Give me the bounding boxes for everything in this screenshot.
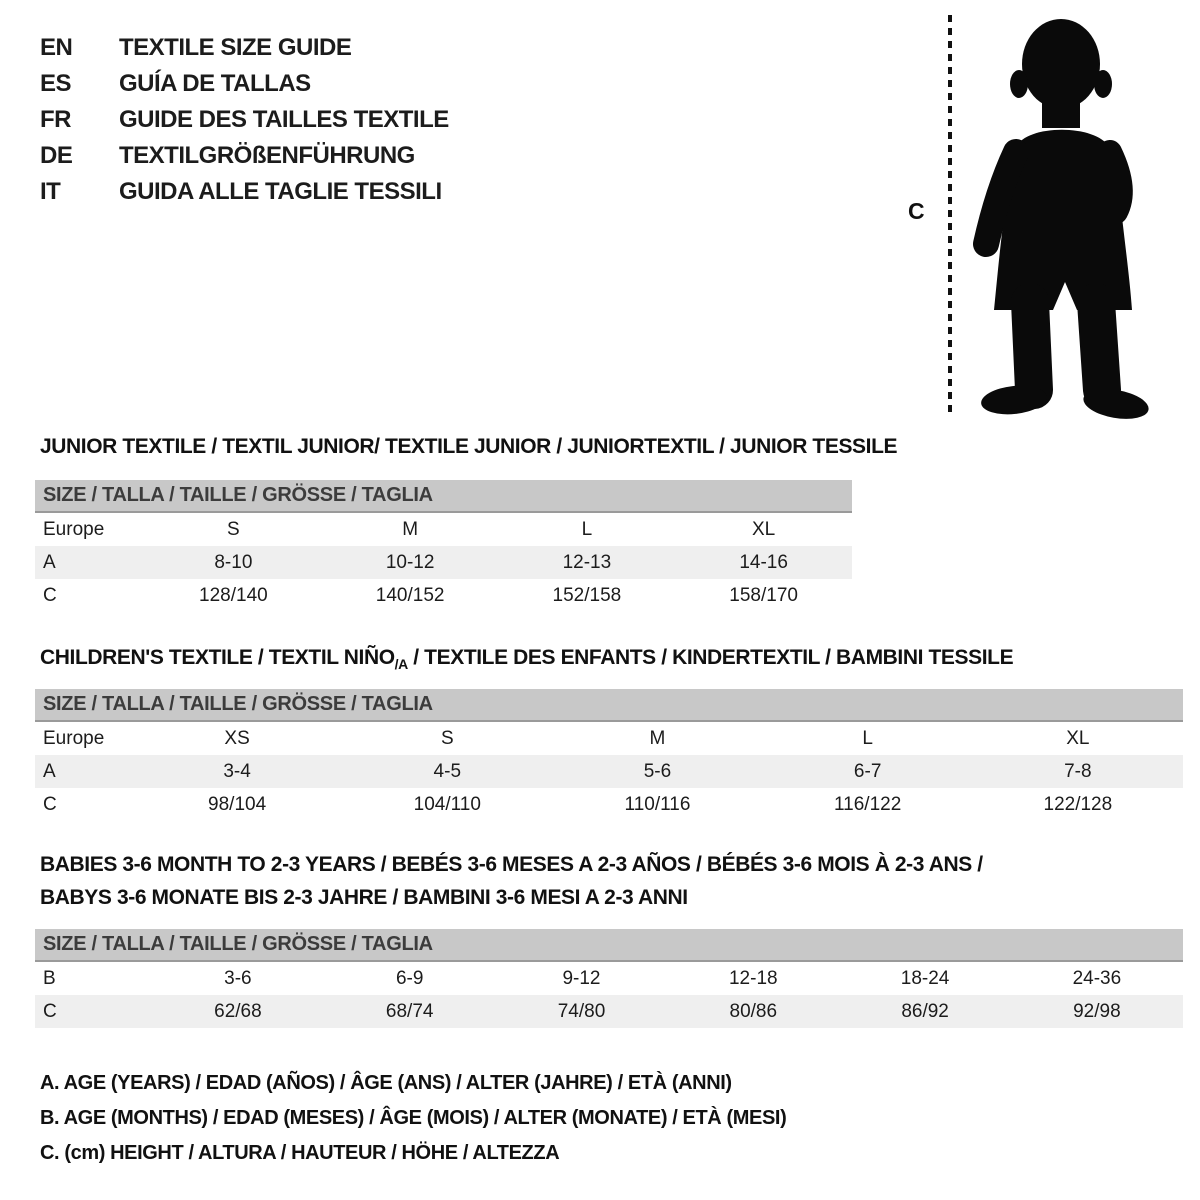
row-label: C: [43, 793, 57, 815]
age-cell: 9-12: [562, 967, 601, 989]
lang-title-it: GUIDA ALLE TAGLIE TESSILI: [119, 178, 442, 205]
age-cell: 12-18: [728, 967, 778, 989]
age-cell: 5-6: [643, 760, 672, 782]
row-label: Europe: [43, 727, 105, 749]
height-cell: 98/104: [208, 793, 267, 815]
height-dashed-line: [948, 15, 952, 417]
babies-title-line1: BABIES 3-6 MONTH TO 2-3 YEARS / BEBÉS 3-6 MESES A 2-3 AÑOS / BÉBÉS 3-6 MOIS À 2-3 ANS /: [40, 853, 983, 876]
lang-title-es: GUÍA DE TALLAS: [119, 70, 311, 97]
table-row: [35, 755, 1183, 788]
age-cell: 3-6: [224, 967, 252, 989]
table-row: [35, 722, 1183, 755]
babies-title-line2: BABYS 3-6 MONATE BIS 2-3 JAHRE / BAMBINI 3-6 MESI A 2-3 ANNI: [40, 886, 688, 909]
junior-section-title: JUNIOR TEXTILE / TEXTIL JUNIOR/ TEXTILE JUNIOR / JUNIORTEXTIL / JUNIOR TESSILE: [40, 435, 898, 458]
lang-code-it: IT: [40, 178, 61, 205]
height-cell: 104/110: [413, 793, 481, 815]
height-cell: 152/158: [552, 584, 622, 606]
height-cell: 74/80: [557, 1000, 606, 1022]
babies-section-title: [40, 848, 983, 914]
children-size-header-bar: SIZE / TALLA / TAILLE / GRÖSSE / TAGLIA: [35, 689, 1183, 722]
row-label: A: [43, 551, 56, 573]
height-cell: 122/128: [1043, 793, 1113, 815]
size-cell: L: [581, 518, 593, 540]
height-cell: 86/92: [901, 1000, 949, 1022]
size-cell: S: [440, 727, 454, 749]
lang-row-fr: [40, 102, 449, 138]
height-cell: 128/140: [199, 584, 268, 606]
table-row: [35, 513, 852, 546]
lang-row-de: [40, 138, 449, 174]
table-row: [35, 788, 1183, 821]
size-cell: XS: [224, 727, 250, 749]
legend-line-a: A. AGE (YEARS) / EDAD (AÑOS) / ÂGE (ANS) / ALTER (JAHRE) / ETÀ (ANNI): [40, 1072, 732, 1094]
lang-title-en: TEXTILE SIZE GUIDE: [119, 34, 352, 61]
children-section-title: [40, 641, 1013, 681]
language-title-list: [40, 30, 449, 210]
lang-row-en: [40, 30, 449, 66]
lang-title-fr: GUIDE DES TAILLES TEXTILE: [119, 106, 449, 133]
children-title-sub: /A: [394, 656, 408, 673]
size-cell: XL: [1066, 727, 1090, 749]
height-cell: 80/86: [729, 1000, 778, 1022]
age-cell: 8-10: [214, 551, 253, 573]
age-cell: 24-36: [1072, 967, 1122, 989]
height-cell: 116/122: [834, 793, 902, 815]
legend: [40, 1066, 786, 1171]
size-cell: XL: [752, 518, 776, 540]
height-cell: 62/68: [214, 1000, 262, 1022]
size-cell: L: [862, 727, 873, 749]
lang-code-en: EN: [40, 34, 73, 61]
lang-code-es: ES: [40, 70, 72, 97]
lang-row-es: [40, 66, 449, 102]
age-cell: 18-24: [900, 967, 950, 989]
row-label: C: [43, 584, 57, 606]
table-row: [35, 579, 852, 612]
height-measure-figure: [880, 0, 1200, 430]
age-cell: 10-12: [385, 551, 435, 573]
lang-code-fr: FR: [40, 106, 71, 133]
row-label: B: [43, 967, 56, 989]
children-size-table: [35, 689, 1183, 821]
lang-title-de: TEXTILGRÖßENFÜHRUNG: [119, 142, 415, 169]
size-cell: S: [227, 518, 240, 540]
toddler-silhouette-icon: [964, 12, 1164, 422]
children-title-post: / TEXTILE DES ENFANTS / KINDERTEXTIL / BAMBINI TESSILE: [407, 646, 1014, 669]
children-title-pre: CHILDREN'S TEXTILE / TEXTIL NIÑO: [40, 646, 395, 669]
table-row: [35, 546, 852, 579]
junior-size-table: [35, 480, 852, 612]
legend-line-b: B. AGE (MONTHS) / EDAD (MESES) / ÂGE (MOIS) / ALTER (MONATE) / ETÀ (MESI): [40, 1107, 787, 1129]
height-cell: 92/98: [1073, 1000, 1121, 1022]
row-label: C: [43, 1000, 57, 1022]
age-cell: 6-7: [853, 760, 882, 782]
row-label: Europe: [43, 518, 105, 540]
table-row: [35, 995, 1183, 1028]
age-cell: 4-5: [433, 760, 462, 782]
babies-size-header-bar: SIZE / TALLA / TAILLE / GRÖSSE / TAGLIA: [35, 929, 1183, 962]
height-cell: 158/170: [729, 584, 798, 606]
age-cell: 7-8: [1064, 760, 1092, 782]
table-row: [35, 962, 1183, 995]
age-cell: 3-4: [223, 760, 251, 782]
legend-line-c: C. (cm) HEIGHT / ALTURA / HAUTEUR / HÖHE / ALTEZZA: [40, 1142, 560, 1164]
size-cell: M: [402, 518, 419, 540]
height-cell: 110/116: [624, 793, 691, 815]
row-label: A: [43, 760, 56, 782]
junior-size-header-bar: SIZE / TALLA / TAILLE / GRÖSSE / TAGLIA: [35, 480, 852, 513]
lang-code-de: DE: [40, 142, 73, 169]
height-measure-label: C: [908, 198, 925, 224]
lang-row-it: [40, 174, 449, 210]
age-cell: 12-13: [562, 551, 612, 573]
age-cell: 6-9: [395, 967, 424, 989]
age-cell: 14-16: [739, 551, 788, 573]
height-cell: 140/152: [375, 584, 445, 606]
size-cell: M: [649, 727, 666, 749]
babies-size-table: [35, 929, 1183, 1028]
height-cell: 68/74: [385, 1000, 434, 1022]
